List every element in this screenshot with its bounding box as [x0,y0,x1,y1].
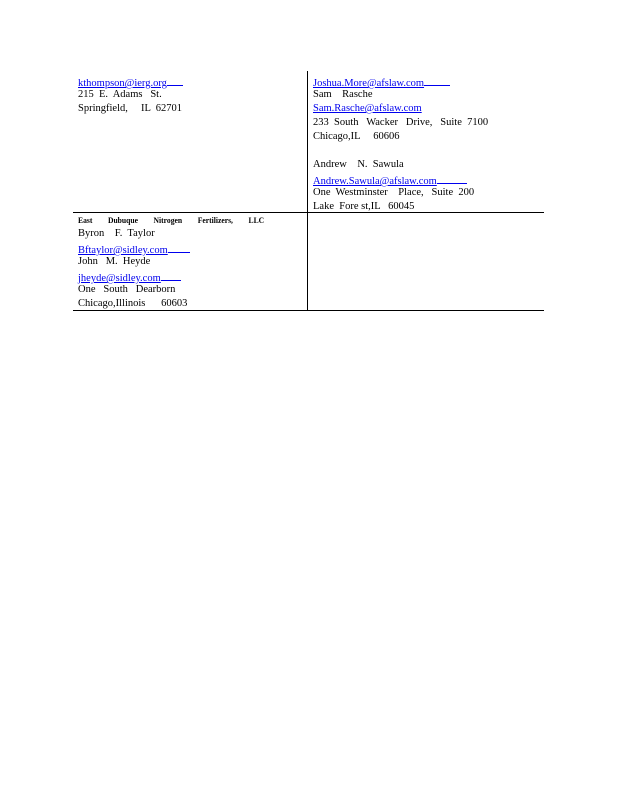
email-link-andrew-sawula[interactable]: Andrew.Sawula@afslaw.com [313,176,437,187]
address-line: 233 South Wacker Drive, Suite 7100 [313,117,489,128]
email-link-joshua-more[interactable]: Joshua.More@afslaw.com [313,78,425,89]
email-link-sam-rasche[interactable]: Sam.Rasche@afslaw.com [313,103,422,114]
email-underline [168,241,190,253]
email-row [78,74,307,88]
contact-name: Sam Rasche [313,89,373,100]
email-link-kthompson[interactable]: kthompson@ierg.org [78,78,167,89]
party-word: Dubuque [107,216,138,225]
email-row [313,102,544,116]
email-row [78,241,307,255]
email-row [313,172,544,186]
email-underline [161,269,181,281]
address-line: One Westminster Place, Suite 200 [313,187,475,198]
email-row [313,74,544,88]
contact-name: Byron F. Taylor [78,228,155,239]
email-link-bftaylor[interactable]: Bftaylor@sidley.com [78,245,168,256]
table-cell-left [73,213,308,310]
table-cell-right-empty [308,213,544,310]
table-row [73,71,544,213]
party-word: East [78,216,93,225]
party-name-heading [78,213,264,227]
address-line: Chicago,IL 60606 [313,131,400,142]
email-underline [424,74,450,86]
address-line: One South Dearborn [78,284,176,295]
spacer [313,144,544,158]
address-line: Springfield, IL 62701 [78,103,183,114]
table-cell-left [73,71,308,212]
service-list-table [73,71,544,311]
email-link-jheyde[interactable]: jheyde@sidley.com [78,273,161,284]
contact-name: Andrew N. Sawula [313,159,404,170]
contact-name: John M. Heyde [78,256,151,267]
table-cell-right [308,71,544,212]
party-word: LLC [248,216,265,225]
email-row [78,269,307,283]
address-line: Chicago,Illinois 60603 [78,298,188,309]
party-word: Nitrogen [153,216,183,225]
address-line: Lake Fore st,IL 60045 [313,201,415,212]
email-underline [437,172,467,184]
party-word: Fertilizers, [197,216,233,225]
table-row [73,213,544,311]
address-line: 215 E. Adams St. [78,89,162,100]
email-underline [167,74,183,86]
